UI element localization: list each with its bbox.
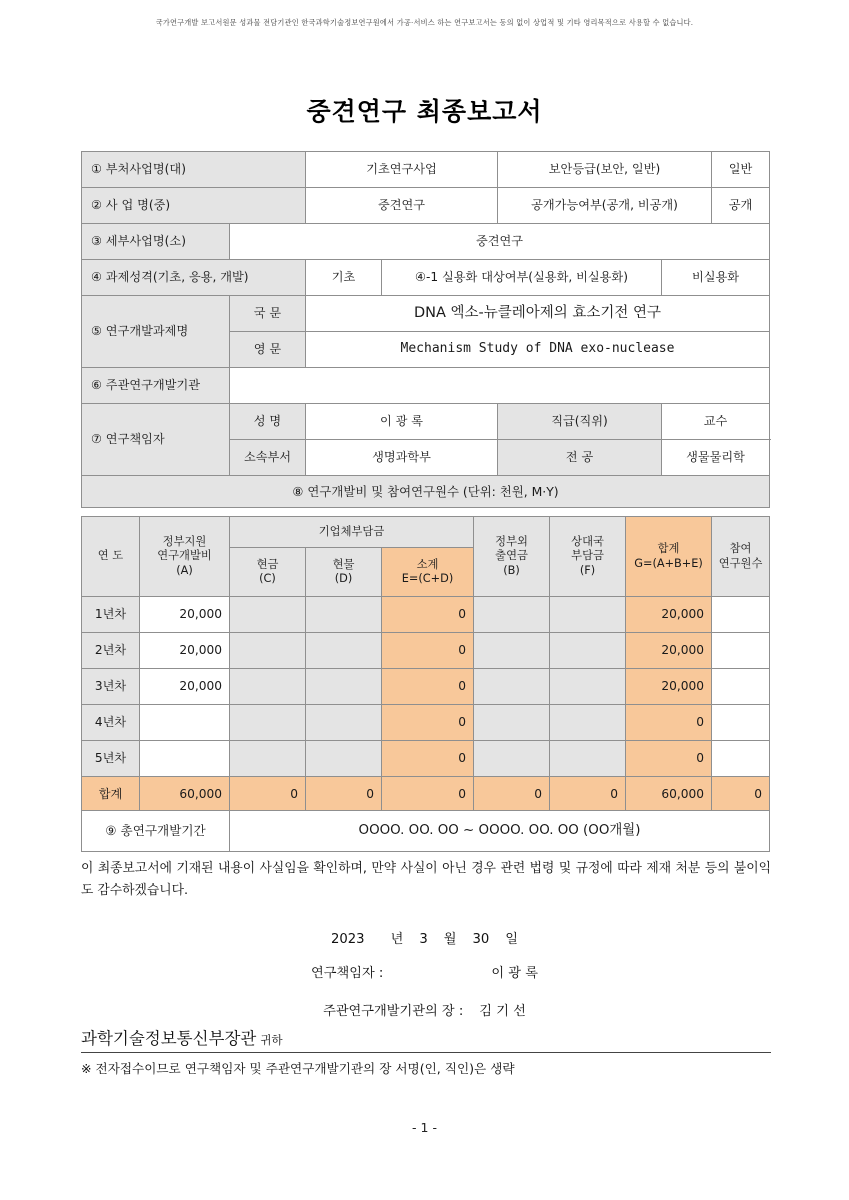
header-partner-line2: 부담금 (571, 549, 604, 563)
header-researcher-count (712, 517, 770, 597)
header-nongov-fund (474, 517, 550, 597)
cell-nongov (474, 705, 550, 741)
header-gov-support-line2: 연구개발비 (157, 549, 212, 563)
label-research-period: ⑨ 총연구개발기간 (82, 811, 230, 852)
value-project-type: 기초 (306, 260, 382, 296)
label-ministry-program: ① 부처사업명(대) (82, 152, 306, 188)
cell-partner (550, 705, 626, 741)
label-commercialization: ④-1 실용화 대상여부(실용화, 비실용화) (382, 260, 662, 296)
cell-researchers (712, 597, 770, 633)
value-title-english: Mechanism Study of DNA exo-nuclease (306, 332, 770, 368)
value-signature-pi-name: 이 광 록 (491, 966, 538, 981)
signature-year-unit: 년 (390, 932, 404, 947)
header-gov-support-line3: (A) (176, 563, 193, 577)
cell-total-inkind: 0 (306, 777, 382, 813)
cell-gov-support (140, 741, 230, 777)
cell-cash (230, 741, 306, 777)
label-disclosure: 공개가능여부(공개, 비공개) (498, 188, 712, 224)
header-inkind-line1: 현물 (332, 557, 355, 571)
cell-subtotal: 0 (382, 741, 474, 777)
label-title-english: 영 문 (230, 332, 306, 368)
table-row-project-type (82, 260, 770, 296)
value-security-level: 일반 (712, 152, 770, 188)
value-ministry-program: 기초연구사업 (306, 152, 498, 188)
header-gov-support-line1: 정부지원 (162, 535, 207, 549)
signature-org-line (0, 1000, 849, 1019)
header-gov-support (140, 517, 230, 597)
value-pi-name: 이 광 록 (306, 404, 498, 440)
signature-date (0, 928, 849, 947)
label-principal-investigator: ⑦ 연구책임자 (82, 404, 230, 476)
label-host-institution: ⑥ 주관연구개발기관 (82, 368, 230, 404)
funding-section-title: ⑧ 연구개발비 및 참여연구원수 (단위: 천원, M·Y) (82, 476, 770, 508)
value-pi-major: 생물물리학 (662, 440, 770, 476)
funding-table (81, 516, 770, 813)
funding-header-row-1 (82, 517, 770, 548)
cell-total: 0 (626, 741, 712, 777)
value-subprogram: 중견연구 (230, 224, 770, 260)
label-pi-major: 전 공 (498, 440, 662, 476)
label-program-name: ② 사 업 명(중) (82, 188, 306, 224)
table-row-program-name (82, 188, 770, 224)
cell-cash (230, 597, 306, 633)
cell-year: 5년차 (82, 741, 140, 777)
cell-gov-support: 20,000 (140, 597, 230, 633)
declaration-text: 이 최종보고서에 기재된 내용이 사실임을 확인하며, 만약 사실이 아닌 경우 관련 법령 및 규정에 따라 제재 처분 등의 불이익도 감수하겠습니다. (81, 861, 771, 899)
cell-researchers (712, 633, 770, 669)
cell-total-year: 합계 (82, 777, 140, 813)
footnote-text: ※ 전자접수이므로 연구책임자 및 주관연구개발기관의 장 서명(인, 직인)은 생략 (81, 1061, 515, 1076)
label-project-title: ⑤ 연구개발과제명 (82, 296, 230, 368)
header-nongov-line1: 정부외 (495, 535, 528, 549)
addressee-line (81, 1025, 771, 1053)
header-researchers-line2: 연구원수 (718, 556, 763, 570)
cell-total-subtotal: 0 (382, 777, 474, 813)
cell-total: 20,000 (626, 633, 712, 669)
cell-inkind (306, 597, 382, 633)
cell-subtotal: 0 (382, 597, 474, 633)
cell-year: 2년차 (82, 633, 140, 669)
value-program-name: 중견연구 (306, 188, 498, 224)
header-subtotal-line2: E=(C+D) (401, 572, 454, 585)
signature-pi-line (0, 962, 849, 981)
research-period-table (81, 810, 770, 852)
addressee-title: 과학기술정보통신부장관 (81, 1029, 257, 1048)
header-cash-line2: (C) (259, 572, 276, 585)
value-disclosure: 공개 (712, 188, 770, 224)
cell-nongov (474, 669, 550, 705)
header-partner-country (550, 517, 626, 597)
cell-inkind (306, 741, 382, 777)
cell-inkind (306, 705, 382, 741)
signature-year: 2023 (331, 932, 365, 947)
table-row-subprogram (82, 224, 770, 260)
cell-year: 1년차 (82, 597, 140, 633)
cell-total: 20,000 (626, 669, 712, 705)
header-total-line1: 합계 (657, 542, 680, 556)
header-cash-line1: 현금 (256, 557, 279, 571)
cell-subtotal: 0 (382, 633, 474, 669)
value-commercialization: 비실용화 (662, 260, 770, 296)
signature-day-unit: 일 (505, 932, 518, 947)
signature-month-unit: 월 (443, 932, 457, 947)
header-nongov-line3: (B) (503, 563, 520, 577)
table-row-research-period (82, 811, 770, 852)
cell-nongov (474, 741, 550, 777)
value-title-korean: DNA 엑소-뉴클레아제의 효소기전 연구 (306, 296, 770, 332)
value-signature-org-name: 김 기 선 (479, 1004, 526, 1019)
table-row-funding-title (82, 476, 770, 508)
cell-researchers (712, 741, 770, 777)
cell-year: 4년차 (82, 705, 140, 741)
cell-total-nongov: 0 (474, 777, 550, 813)
page-title: 중견연구 최종보고서 (306, 97, 543, 126)
cell-partner (550, 741, 626, 777)
cell-total: 0 (626, 705, 712, 741)
cell-partner (550, 633, 626, 669)
cell-inkind (306, 669, 382, 705)
table-row (82, 597, 770, 633)
cell-cash (230, 705, 306, 741)
table-row-host-institution (82, 368, 770, 404)
header-inkind (306, 548, 382, 597)
header-company-contribution-group: 기업체부담금 (230, 517, 474, 548)
signature-month: 3 (419, 932, 428, 947)
cell-gov-support: 20,000 (140, 633, 230, 669)
label-subprogram: ③ 세부사업명(소) (82, 224, 230, 260)
page-number: - 1 - (412, 1120, 437, 1135)
table-row-ministry-program (82, 152, 770, 188)
header-subtotal-line1: 소계 (416, 557, 439, 571)
value-pi-department: 생명과학부 (306, 440, 498, 476)
label-signature-pi: 연구책임자 : (311, 966, 384, 981)
copyright-notice: 국가연구개발 보고서원문 성과물 전담기관인 한국과학기술정보연구원에서 가공·서비스 하는 연구보고서는 동의 없이 상업적 및 기타 영리목적으로 사용할 수 없습니다. (155, 18, 694, 27)
table-row-total (82, 777, 770, 813)
value-host-institution (230, 368, 770, 404)
addressee-suffix: 귀하 (260, 1033, 283, 1047)
cell-partner (550, 597, 626, 633)
cell-total-partner: 0 (550, 777, 626, 813)
cell-total-grand: 60,000 (626, 777, 712, 813)
cell-researchers (712, 669, 770, 705)
cell-gov-support (140, 705, 230, 741)
cell-nongov (474, 633, 550, 669)
header-partner-line3: (F) (579, 563, 596, 577)
label-project-type: ④ 과제성격(기초, 응용, 개발) (82, 260, 306, 296)
header-researchers-line1: 참여 (729, 542, 752, 556)
cell-year: 3년차 (82, 669, 140, 705)
label-pi-name: 성 명 (230, 404, 306, 440)
header-year: 연 도 (82, 517, 140, 597)
cell-total: 20,000 (626, 597, 712, 633)
label-signature-org: 주관연구개발기관의 장 : (323, 1004, 464, 1019)
table-row (82, 705, 770, 741)
cell-cash (230, 633, 306, 669)
cell-total-cash: 0 (230, 777, 306, 813)
label-title-korean: 국 문 (230, 296, 306, 332)
header-subtotal (382, 548, 474, 597)
header-grand-total (626, 517, 712, 597)
value-pi-position: 교수 (662, 404, 770, 440)
cell-partner (550, 669, 626, 705)
header-total-line2: G=(A+B+E) (634, 556, 703, 570)
cell-subtotal: 0 (382, 705, 474, 741)
cell-researchers (712, 705, 770, 741)
header-nongov-line2: 출연금 (495, 549, 528, 563)
label-pi-position: 직급(직위) (498, 404, 662, 440)
cell-cash (230, 669, 306, 705)
table-row (82, 741, 770, 777)
header-partner-line1: 상대국 (571, 535, 604, 549)
cell-subtotal: 0 (382, 669, 474, 705)
cell-inkind (306, 633, 382, 669)
value-research-period: OOOO. OO. OO ~ OOOO. OO. OO (OO개월) (230, 811, 770, 852)
table-row-pi-name (82, 404, 770, 440)
table-row (82, 669, 770, 705)
header-inkind-line2: (D) (334, 572, 353, 585)
label-security-level: 보안등급(보안, 일반) (498, 152, 712, 188)
cell-nongov (474, 597, 550, 633)
report-info-table (81, 151, 770, 508)
cell-total-researchers: 0 (712, 777, 770, 813)
label-pi-department: 소속부서 (230, 440, 306, 476)
signature-day: 30 (472, 932, 490, 947)
table-row (82, 633, 770, 669)
cell-total-gov-support: 60,000 (140, 777, 230, 813)
header-cash (230, 548, 306, 597)
cell-gov-support: 20,000 (140, 669, 230, 705)
table-row-project-title-kor (82, 296, 770, 332)
